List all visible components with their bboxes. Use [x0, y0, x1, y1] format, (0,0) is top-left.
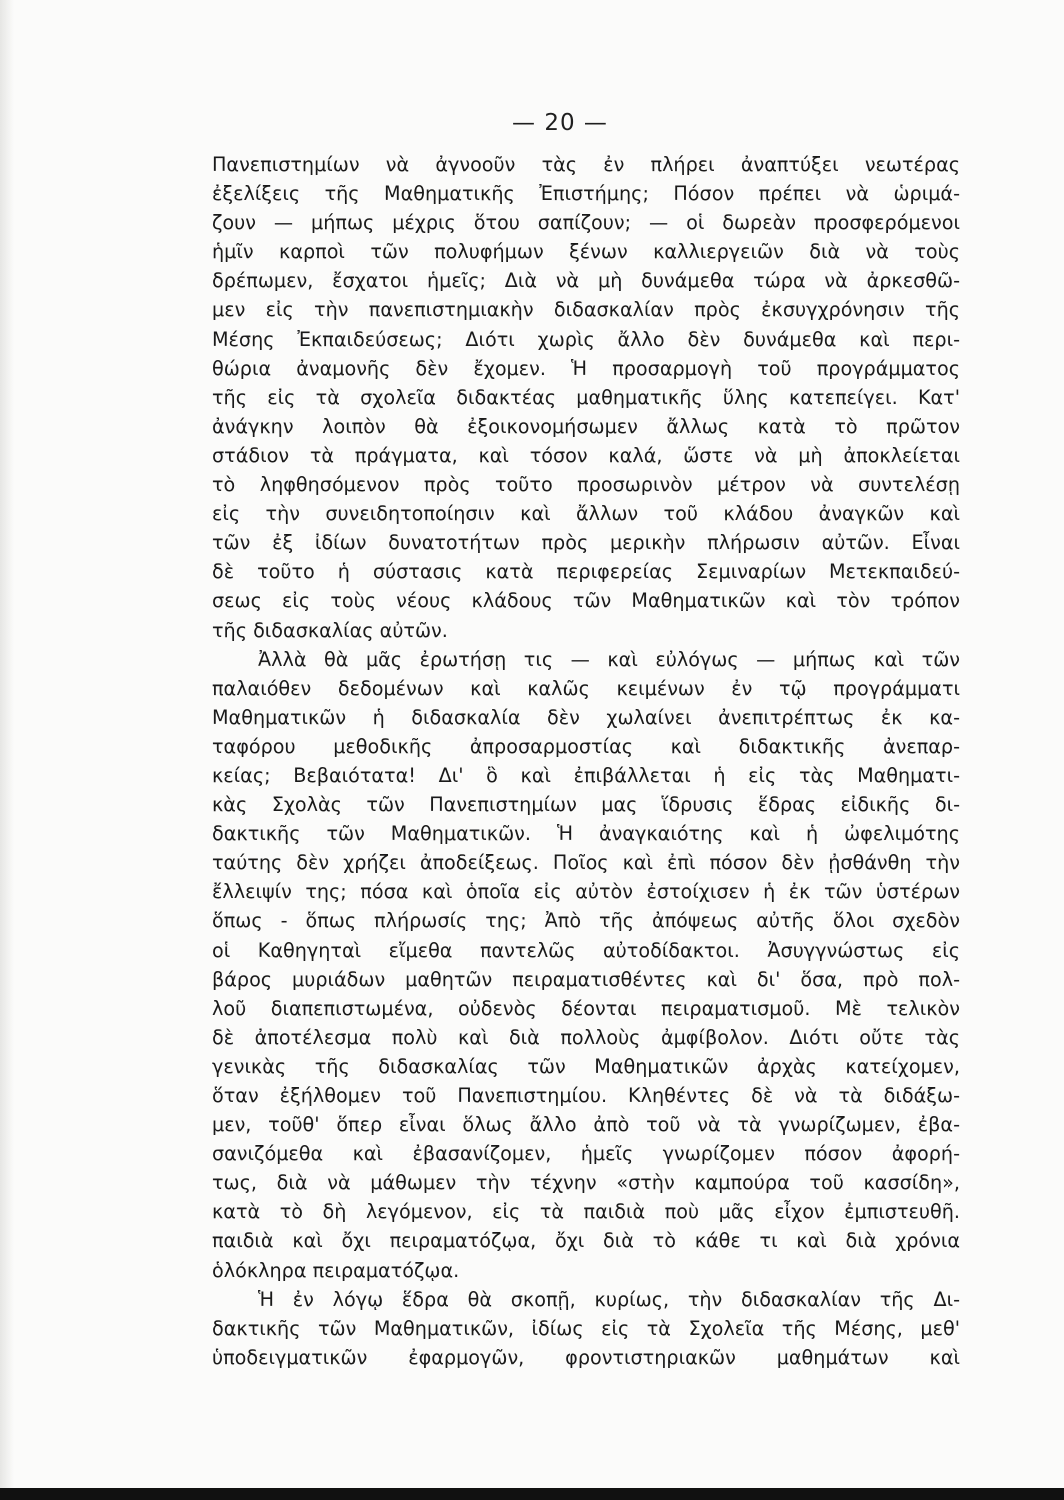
text-line: ταφόρου μεθοδικῆς ἀπροσαρμοστίας καὶ διδακτικῆς ἀνεπαρ- — [212, 734, 960, 758]
text-line: στάδιον τὰ πράγματα, καὶ τόσον καλά, ὥστε νὰ μὴ ἀποκλείεται — [212, 443, 960, 467]
text-line: ἀνάγκην λοιπὸν θὰ ἐξοικονομήσωμεν ἄλλως κατὰ τὸ πρῶτον — [212, 414, 960, 438]
text-line: Πανεπιστημίων νὰ ἀγνοοῦν τὰς ἐν πλήρει ἀναπτύξει νεωτέρας — [212, 153, 960, 176]
text-line: τὸ ληφθησόμενον πρὸς τοῦτο προσωρινὸν μέτρον νὰ συντελέσῃ — [212, 473, 960, 497]
text-line: ὑποδειγματικῶν ἐφαρμογῶν, φροντιστηριακῶν μαθημάτων καὶ — [212, 1345, 960, 1369]
text-line: ὅταν ἐξήλθομεν τοῦ Πανεπιστημίου. Κληθέντες δὲ νὰ τὰ διδάξω- — [212, 1084, 960, 1107]
text-line: δρέπωμεν, ἔσχατοι ἡμεῖς; Διὰ νὰ μὴ δυνάμεθα τώρα νὰ ἀρκεσθῶ- — [212, 269, 960, 293]
paragraph-start-line: Ἀλλὰ θὰ μᾶς ἐρωτήσῃ τις — καὶ εὐλόγως — μήπως καὶ τῶν — [258, 647, 960, 671]
text-line: μεν εἰς τὴν πανεπιστημιακὴν διδασκαλίαν πρὸς ἐκσυγχρόνησιν τῆς — [212, 298, 960, 322]
text-line: τῆς εἰς τὰ σχολεῖα διδακτέας μαθηματικῆς ὕλης κατεπείγει. Κατ' — [212, 385, 960, 409]
text-line: Μαθηματικῶν ἡ διδασκαλία δὲν χωλαίνει ἀνεπιτρέπτως ἐκ κα- — [212, 705, 960, 729]
text-line: σεως εἰς τοὺς νέους κλάδους τῶν Μαθηματικῶν καὶ τὸν τρόπον — [212, 589, 960, 613]
text-line: εἰς τὴν συνειδητοποίησιν καὶ ἄλλων τοῦ κλάδου ἀναγκῶν καὶ — [212, 502, 960, 526]
scan-bottom-edge — [0, 1488, 1064, 1500]
text-line: Μέσης Ἐκπαιδεύσεως; Διότι χωρὶς ἄλλο δὲν δυνάμεθα καὶ περι- — [212, 327, 960, 351]
text-line: δακτικῆς τῶν Μαθηματικῶν. Ἡ ἀναγκαιότης καὶ ἡ ὠφελιμότης — [212, 822, 960, 846]
text-line: τῶν ἐξ ἰδίων δυνατοτήτων πρὸς μερικὴν πλήρωσιν αὐτῶν. Εἶναι — [212, 531, 960, 555]
text-line: ζουν — μήπως μέχρις ὅτου σαπίζουν; — οἱ δωρεὰν προσφερόμενοι — [212, 211, 960, 235]
text-line: δὲ τοῦτο ἡ σύστασις κατὰ περιφερείας Σεμιναρίων Μετεκπαιδεύ- — [212, 560, 960, 584]
text-line: ἐξελίξεις τῆς Μαθηματικῆς Ἐπιστήμης; Πόσον πρέπει νὰ ὡριμά- — [212, 182, 960, 206]
text-line: ταύτης δὲν χρήζει ἀποδείξεως. Ποῖος καὶ ἐπὶ πόσον δὲν ᾐσθάνθη τὴν — [212, 851, 960, 875]
text-line: κείας; Βεβαιότατα! Δι' ὃ καὶ ἐπιβάλλεται ἡ εἰς τὰς Μαθηματι- — [212, 763, 960, 787]
text-line: οἱ Καθηγηταὶ εἴμεθα παντελῶς αὐτοδίδακτοι. Ἀσυγγνώστως εἰς — [212, 938, 960, 962]
text-line: μεν, τοῦθ' ὅπερ εἶναι ὅλως ἄλλο ἀπὸ τοῦ νὰ τὰ γνωρίζωμεν, ἐβα- — [212, 1113, 960, 1137]
text-line: παλαιόθεν δεδομένων καὶ καλῶς κειμένων ἐν τῷ προγράμματι — [212, 676, 960, 700]
text-line: σανιζόμεθα καὶ ἐβασανίζομεν, ἡμεῖς γνωρίζομεν πόσον ἀφορή- — [212, 1142, 960, 1166]
body-text — [212, 150, 960, 1372]
text-line: τῆς διδασκαλίας αὐτῶν. — [212, 618, 448, 642]
text-line: θώρια ἀναμονῆς δὲν ἔχομεν. Ἡ προσαρμογὴ τοῦ προγράμματος — [212, 356, 960, 380]
text-line: ἡμῖν καρποὶ τῶν πολυφήμων ξένων καλλιεργειῶν διὰ νὰ τοὺς — [212, 240, 960, 264]
text-line: δακτικῆς τῶν Μαθηματικῶν, ἰδίως εἰς τὰ Σχολεῖα τῆς Μέσης, μεθ' — [212, 1316, 960, 1340]
paragraph-start-line: Ἡ ἐν λόγῳ ἕδρα θὰ σκοπῇ, κυρίως, τὴν διδασκαλίαν τῆς Δι- — [258, 1287, 960, 1311]
text-line: ὅπως - ὅπως πλήρωσίς της; Ἀπὸ τῆς ἀπόψεως αὐτῆς ὅλοι σχεδὸν — [212, 909, 960, 933]
page-edge-shadow — [0, 0, 14, 1500]
text-line: γενικὰς τῆς διδασκαλίας τῶν Μαθηματικῶν ἀρχὰς κατείχομεν, — [212, 1054, 960, 1078]
text-line: ἔλλειψίν της; πόσα καὶ ὁποῖα εἰς αὐτὸν ἐστοίχισεν ἡ ἐκ τῶν ὑστέρων — [212, 880, 960, 904]
page-number: — 20 — — [512, 110, 608, 136]
text-line: παιδιὰ καὶ ὄχι πειραματόζῳα, ὄχι διὰ τὸ κάθε τι καὶ διὰ χρόνια — [212, 1229, 960, 1253]
text-line: βάρος μυριάδων μαθητῶν πειραματισθέντες καὶ δι' ὅσα, πρὸ πολ- — [212, 967, 960, 991]
text-line: κατὰ τὸ δὴ λεγόμενον, εἰς τὰ παιδιὰ ποὺ μᾶς εἶχον ἐμπιστευθῆ. — [212, 1200, 960, 1224]
text-line: λοῦ διαπεπιστωμένα, οὐδενὸς δέονται πειραματισμοῦ. Μὲ τελικὸν — [212, 996, 960, 1020]
text-line: δὲ ἀποτέλεσμα πολὺ καὶ διὰ πολλοὺς ἀμφίβολον. Διότι οὔτε τὰς — [212, 1025, 960, 1049]
text-line: ὁλόκληρα πειραματόζῳα. — [212, 1258, 460, 1282]
text-line: κὰς Σχολὰς τῶν Πανεπιστημίων μας ἵδρυσις ἕδρας εἰδικῆς δι- — [212, 793, 960, 817]
text-line: τως, διὰ νὰ μάθωμεν τὴν τέχνην «στὴν καμπούρα τοῦ κασσίδη», — [212, 1171, 960, 1195]
